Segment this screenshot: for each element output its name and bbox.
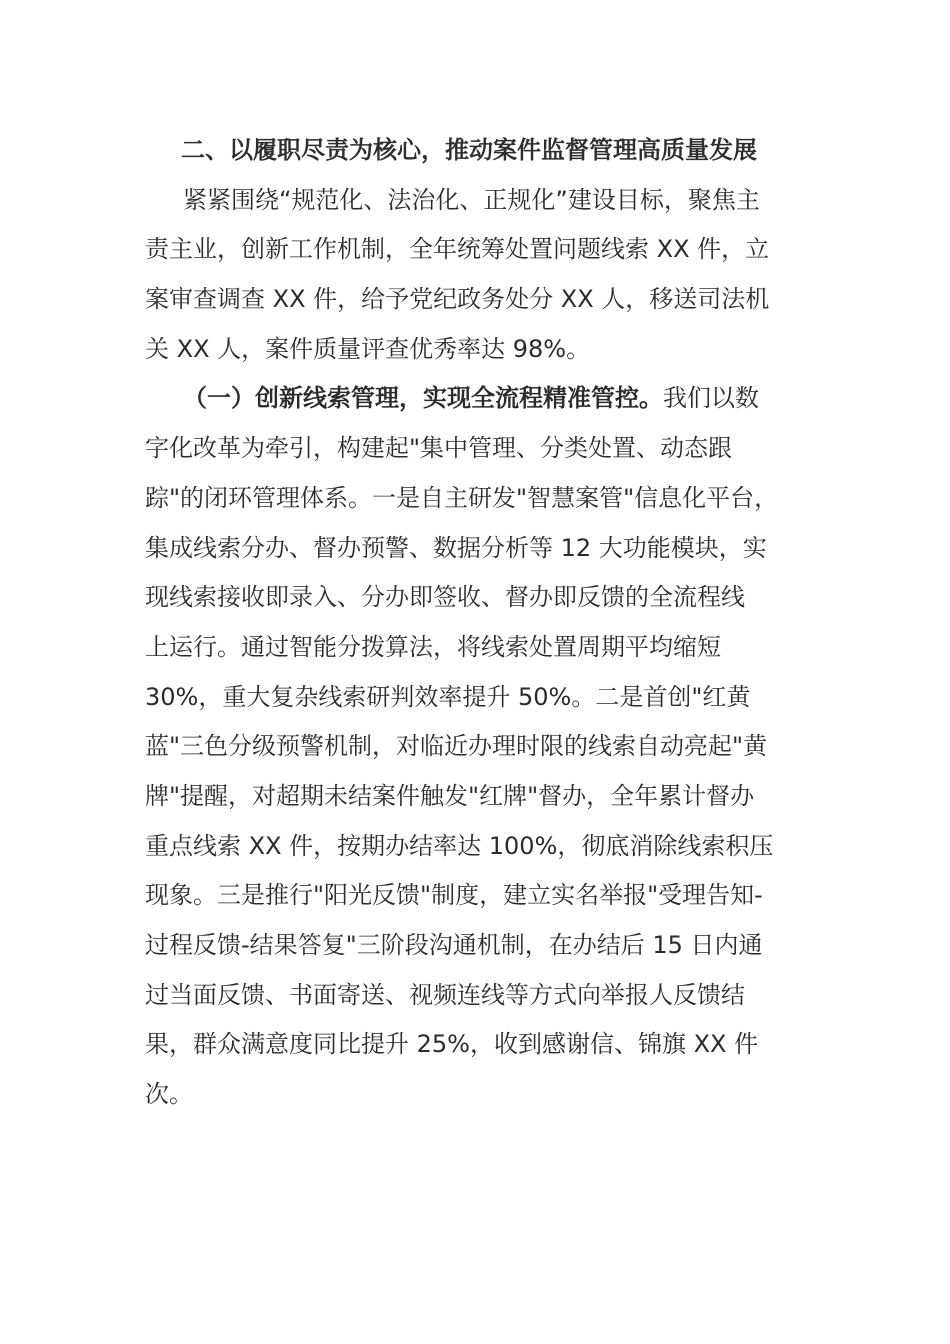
body-line: 次。	[145, 1080, 193, 1109]
body-line: 30%，重大复杂线索研判效率提升 50%。二是首创"红黄	[145, 682, 751, 711]
subsection-title: （一）创新线索管理，实现全流程精准管控。	[183, 384, 663, 413]
body-line: 上运行。通过智能分拨算法，将线索处置周期平均缩短	[145, 632, 721, 661]
body-line: 重点线索 XX 件，按期办结率达 100%，彻底消除线索积压	[145, 831, 774, 860]
intro-line: 紧紧围绕“规范化、法治化、正规化”建设目标，聚焦主	[183, 185, 760, 214]
intro-line: 关 XX 人，案件质量评查优秀率达 98%。	[145, 334, 591, 363]
body-line: 现象。三是推行"阳光反馈"制度，建立实名举报"受理告知-	[145, 881, 763, 910]
section-heading: 二、以履职尽责为核心，推动案件监督管理高质量发展	[181, 136, 757, 164]
body-line: 蓝"三色分级预警机制，对临近办理时限的线索自动亮起"黄	[145, 732, 768, 761]
body-line: 果，群众满意度同比提升 25%，收到感谢信、锦旗 XX 件	[145, 1030, 759, 1059]
body-line: 牌"提醒，对超期未结案件触发"红牌"督办，全年累计督办	[145, 781, 755, 810]
intro-line: 案审查调查 XX 件，给予党纪政务处分 XX 人，移送司法机	[145, 285, 770, 314]
document-body	[145, 126, 825, 1120]
body-line: 集成线索分办、督办预警、数据分析等 12 大功能模块，实	[145, 533, 767, 562]
subsection-first-line	[145, 374, 825, 424]
body-line: 过当面反馈、书面寄送、视频连线等方式向举报人反馈结	[145, 980, 745, 1009]
subsection-first-line-text: 我们以数	[663, 384, 759, 413]
body-line: 字化改革为牵引，构建起"集中管理、分类处置、动态跟	[145, 434, 733, 463]
intro-line: 责主业，创新工作机制，全年统筹处置问题线索 XX 件，立	[145, 235, 770, 264]
body-line: 过程反馈-结果答复"三阶段沟通机制，在办结后 15 日内通	[145, 931, 763, 959]
body-line: 现线索接收即录入、分办即签收、督办即反馈的全流程线	[145, 583, 745, 612]
body-line: 踪"的闭环管理体系。一是自主研发"智慧案管"信息化平台，	[145, 483, 779, 512]
